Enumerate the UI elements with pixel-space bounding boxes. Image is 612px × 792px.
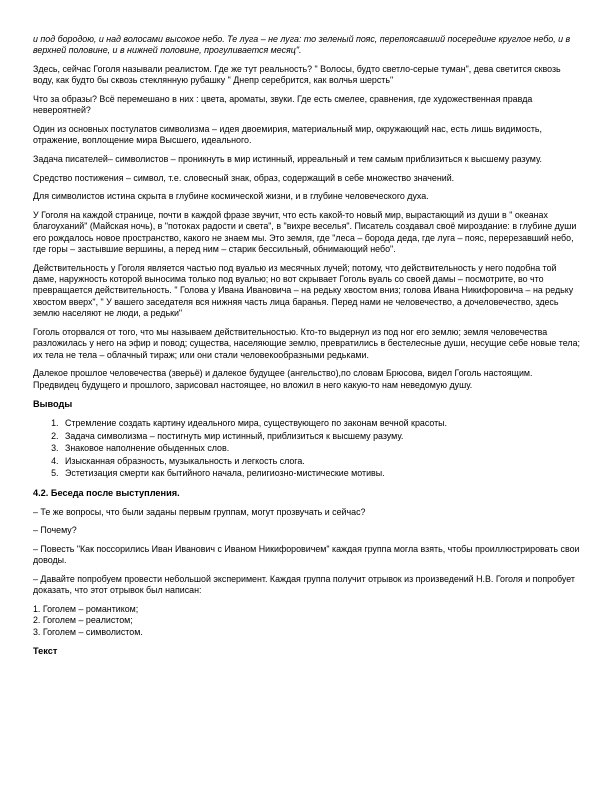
body-paragraph: Здесь, сейчас Гоголя называли реалистом. Где же тут реальность? " Волосы, будто светло-серые туман", дева светится сквозь воду, как будто бы сквозь стеклянную рубашку " Днепр серебрится, как волчья шерсть" — [33, 64, 561, 86]
list-item: 2. Гоголем – реалистом; — [33, 615, 133, 626]
document-page — [33, 34, 581, 665]
body-paragraph: – Те же вопросы, что были заданы первым группам, могут прозвучать и сейчас? — [33, 506, 366, 517]
list-item: 4. Изысканная образность, музыкальность и легкость слога. — [61, 455, 581, 467]
body-paragraph: и под бородою, и над волосами высокое небо. Те луга – не луга: то зеленый пояс, перепоясавший посередине круглое небо, и в верхней половине, и в нижней половине, прогуливается месяц". — [33, 34, 571, 56]
body-paragraph: Для символистов истина скрыта в глубине космической жизни, и в глубине человеческого духа. — [33, 191, 429, 202]
body-paragraph: – Давайте попробуем провести небольшой эксперимент. Каждая группа получит отрывок из произведений Н.В. Гоголя и попробует доказать, что этот отрывок был написан: — [33, 574, 575, 596]
list-item: 3. Знаковое наполнение обыденных слов. — [61, 442, 581, 454]
body-paragraph: – Повесть "Как поссорились Иван Иванович с Иваном Никифоровичем" каждая группа могла взять, чтобы проиллюстрировать свои доводы. — [33, 544, 580, 566]
list-item: 3. Гоголем – символистом. — [33, 626, 143, 637]
list-item: 2. Задача символизма – постигнуть мир истинный, приблизиться к высшему разуму. — [61, 430, 581, 442]
body-paragraph: Средство постижения – символ, т.е. словесный знак, образ, содержащий в себе множество значений. — [33, 172, 455, 183]
list-item: 1. Гоголем – романтиком; — [33, 604, 139, 615]
list-item: 1. Стремление создать картину идеального мира, существующего по законам вечной красоты. — [61, 417, 581, 429]
body-paragraph: Что за образы? Всё перемешано в них : цвета, ароматы, звуки. Где есть смелее, сравнения, где художественная правда невероятней? — [33, 94, 533, 116]
body-paragraph: Один из основных постулатов символизма – идея двоемирия, материальный мир, окружающий нас, есть лишь видимость, отражение, воплощение мира Высшего, идеального. — [33, 124, 542, 146]
section-heading: 4.2. Беседа после выступления. — [33, 488, 180, 499]
conclusions-list — [33, 417, 581, 479]
body-paragraph: – Почему? — [33, 525, 77, 536]
list-item: 5. Эстетизация смерти как бытийного начала, религиозно-мистические мотивы. — [61, 467, 581, 479]
options-list — [33, 604, 581, 638]
conclusions-heading: Выводы — [33, 399, 73, 410]
body-paragraph: Гоголь оторвался от того, что мы называем действительностью. Кто-то выдернул из под ног его землю; земля человечества разложилась у него на эфир и повод; существа, населяющие землю, превратились в бестелесные души, несущие себе новые тела; их тела не тела – облачный тираж; или они стали человекообразными редьками. — [33, 326, 580, 360]
body-paragraph: Задача писателей– символистов – проникнуть в мир истинный, ирреальный и тем самым приблизиться к высшему разуму. — [33, 154, 543, 164]
body-paragraph: У Гоголя на каждой странице, почти в каждой фразе звучит, что есть какой-то новый мир, вырастающий из души в " океанах благоуханий" (Майская ночь), в "потоках радости и света", в "вихре веселья". Писатель создавал своё мироздание: в глубине души его рождалось новое пространство, какого не знаем мы. Это земля, где "леса – борода деда, где луга – пояс, перерезавший небо, где горы – застывшие вершины, а перед ним – старик бессильный, обнимающий небо". — [33, 209, 577, 254]
body-paragraph: Действительность у Гоголя является частью под вуалью из месячных лучей; потому, что действительность у него подобна той даме, наружность которой выносима только под вуалью; но вот скрывает Гоголь вуаль со своей дамы – посмотрите, во что превращается действительность. " Голова у Ивана Ивановича – на редьку хвостом вниз; голова Ивана Никифоровича – на редьку хвостом вверх", " У вашего заседателя вся нижняя часть лица баранья. Перед нами не человечество, а дочеловечество, здесь землю населяют не люди, а редьки" — [33, 262, 574, 319]
body-paragraph: Далекое прошлое человечества (зверьё) и далекое будущее (ангельство),по словам Брюсова, видел Гоголь настоящим. Предвидец будущего и прошлого, зарисовал настоящее, но вложил в него какую-то нам неведомую душу. — [33, 368, 533, 390]
text-heading: Текст — [33, 646, 58, 657]
